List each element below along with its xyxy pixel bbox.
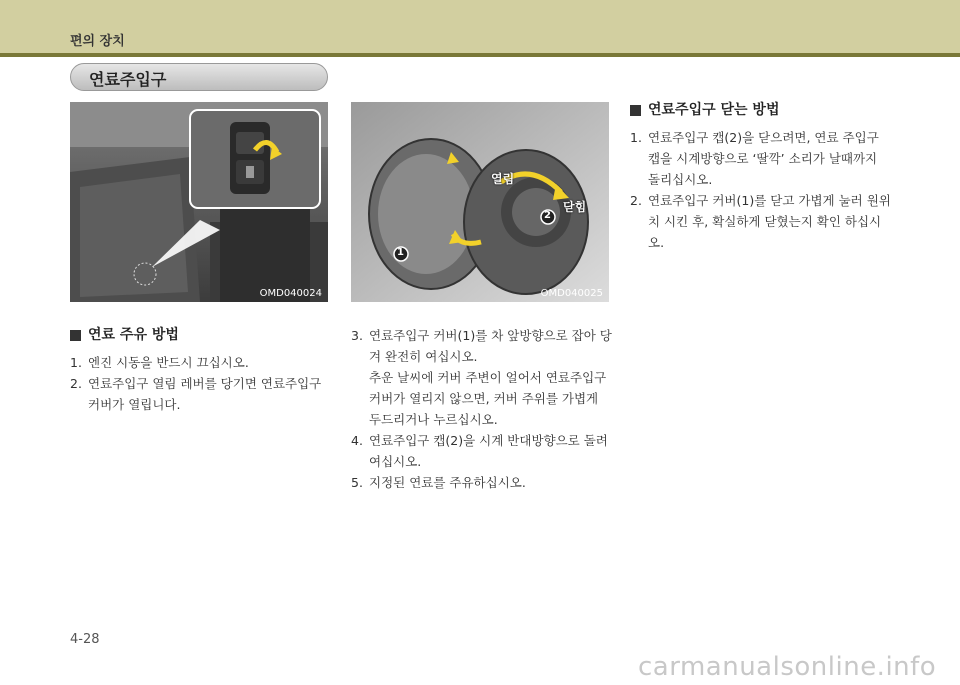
list-item: 1. 엔진 시동을 반드시 끄십시오. xyxy=(70,355,249,370)
header-divider xyxy=(0,53,960,57)
label-close: 닫힘 xyxy=(563,200,587,214)
figure-code: OMD040024 xyxy=(259,288,322,299)
label-open: 열림 xyxy=(491,172,515,186)
marker-1: 1 xyxy=(397,247,404,258)
marker-2: 2 xyxy=(544,210,551,221)
list-item: 2. 연료주입구 열림 레버를 당기면 연료주입구 커버가 열립니다. xyxy=(70,376,322,412)
refuel-steps-continued xyxy=(351,325,613,493)
refuel-method-section xyxy=(70,325,332,415)
figure-interior-lever xyxy=(70,102,328,302)
header-band xyxy=(0,0,960,56)
bullet-square-icon xyxy=(630,105,641,116)
cold-weather-note: 추운 날씨에 커버 주변이 얼어서 연료주입구 커버가 열리지 않으면, 커버 주위를 가볍게 두드리거나 누르십시오. xyxy=(369,370,607,427)
refuel-heading: 연료 주유 방법 xyxy=(70,325,332,346)
closing-heading: 연료주입구 닫는 방법 xyxy=(630,100,892,121)
list-item: 1. 연료주입구 캡(2)을 닫으려면, 연료 주입구 캡을 시계방향으로 ‘딸깍’ 소리가 날때까지 돌리십시오. xyxy=(630,130,879,187)
watermark: carmanualsonline.info xyxy=(638,652,937,682)
figure-fuel-door xyxy=(351,102,609,302)
bullet-square-icon xyxy=(70,330,81,341)
closing-method-section xyxy=(630,100,892,253)
list-item: 4. 연료주입구 캡(2)을 시계 반대방향으로 돌려 여십시오. xyxy=(351,433,608,469)
list-item: 5. 지정된 연료를 주유하십시오. xyxy=(351,475,526,490)
figure-code: OMD040025 xyxy=(540,288,603,299)
page-number: 4-28 xyxy=(70,632,100,647)
list-item: 3. 연료주입구 커버(1)를 차 앞방향으로 잡아 당겨 완전히 여십시오. xyxy=(351,328,612,364)
section-title-pill xyxy=(70,63,328,91)
chapter-title: 편의 장치 xyxy=(70,34,125,49)
interior-illustration xyxy=(70,102,328,302)
section-title: 연료주입구 xyxy=(89,70,167,89)
list-item: 2. 연료주입구 커버(1)를 닫고 가볍게 눌러 원위치 시킨 후, 확실하게 닫혔는지 확인 하십시오. xyxy=(630,193,891,250)
